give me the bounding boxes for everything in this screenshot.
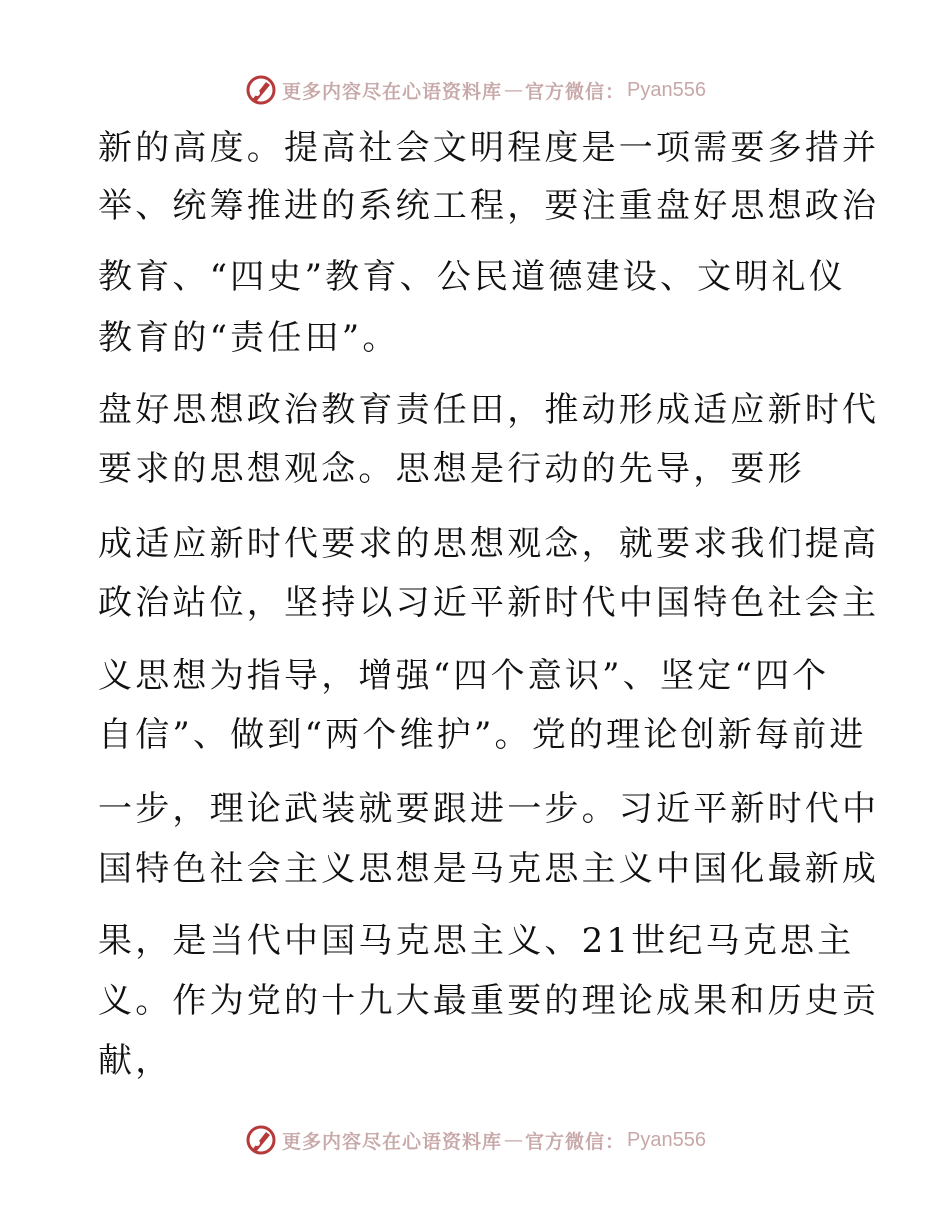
header-dash: — xyxy=(504,79,524,101)
body-line-12: 国特色社会主义思想是马克思主义中国化最新成 xyxy=(98,849,880,889)
body-line-4: 教育的“责任田”。 xyxy=(98,318,400,358)
header-wechat-id: Pyan556 xyxy=(627,78,706,101)
header-watermark xyxy=(0,70,950,110)
body-line-2: 举、统筹推进的系统工程，要注重盘好思想政治 xyxy=(98,186,880,226)
footer-wechat-id: Pyan556 xyxy=(627,1128,706,1151)
body-line-1: 新的高度。提高社会文明程度是一项需要多措并 xyxy=(98,128,880,168)
footer-dash: — xyxy=(504,1129,524,1151)
header-text: 更多内容尽在心语资料库 xyxy=(282,80,503,103)
body-line-6: 要求的思想观念。思想是行动的先导，要形 xyxy=(98,449,805,489)
header-wechat-label: 官方微信： xyxy=(525,80,626,103)
body-line-9: 义思想为指导，增强“四个意识”、坚定“四个 xyxy=(98,656,830,696)
body-line-11: 一步，理论武装就要跟进一步。习近平新时代中 xyxy=(98,789,880,829)
body-line-5: 盘好思想政治教育责任田，推动形成适应新时代 xyxy=(98,390,880,430)
footer-watermark xyxy=(0,1120,950,1160)
body-line-15: 献， xyxy=(98,1041,173,1081)
body-line-3: 教育、“四史”教育、公民道德建设、文明礼仪 xyxy=(98,257,846,297)
pen-logo-icon xyxy=(244,73,278,107)
body-line-8: 政治站位，坚持以习近平新时代中国特色社会主 xyxy=(98,583,880,623)
body-line-13: 果，是当代中国马克思主义、21世纪马克思主 xyxy=(98,921,855,961)
body-line-14: 义。作为党的十九大最重要的理论成果和历史贡 xyxy=(98,981,880,1021)
footer-wechat-label: 官方微信： xyxy=(525,1130,626,1153)
body-line-7: 成适应新时代要求的思想观念，就要求我们提高 xyxy=(98,524,880,564)
body-line-10: 自信”、做到“两个维护”。党的理论创新每前进 xyxy=(98,715,867,755)
pen-logo-icon xyxy=(244,1123,278,1157)
footer-text: 更多内容尽在心语资料库 xyxy=(282,1130,503,1153)
